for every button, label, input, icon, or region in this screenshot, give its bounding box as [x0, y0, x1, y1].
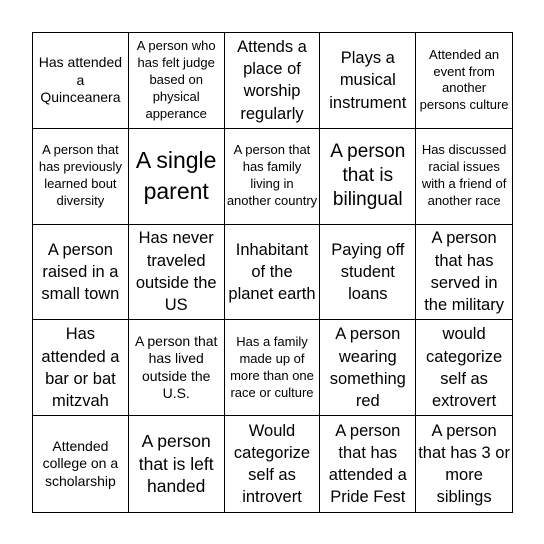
- bingo-cell-g3[interactable]: [320, 225, 416, 321]
- bingo-cell-o5[interactable]: [416, 416, 512, 512]
- bingo-cell-b5[interactable]: [33, 416, 129, 512]
- bingo-cell-o1[interactable]: [416, 33, 512, 129]
- cell-text: Attended an event from another persons culture: [419, 46, 509, 113]
- cell-text: A person that has attended a Pride Fest: [328, 421, 407, 507]
- bingo-cell-b1[interactable]: [33, 33, 129, 129]
- bingo-cell-g5[interactable]: [320, 416, 416, 512]
- cell-text: Plays a musical instrument: [329, 49, 407, 112]
- bingo-cell-o2[interactable]: [416, 129, 512, 225]
- cell-text: A person who has felt judge based on physical apperance: [136, 38, 216, 121]
- cell-text: A person that has previously learned bout diversity: [38, 142, 122, 209]
- cell-text: A person raised in a small town: [41, 240, 120, 304]
- bingo-cell-b2[interactable]: [33, 129, 129, 225]
- cell-text: Paying off student loans: [331, 240, 405, 304]
- cell-text: A person that has family living in another country: [226, 142, 318, 209]
- bingo-cell-i3[interactable]: [129, 225, 225, 321]
- cell-text: A person that is bilingual: [330, 140, 406, 211]
- cell-text: Has a family made up of more than one race or culture: [230, 334, 314, 400]
- bingo-board: [32, 32, 513, 513]
- cell-text: Has attended a Quinceanera: [38, 54, 123, 106]
- bingo-cell-o4[interactable]: [416, 320, 512, 416]
- cell-text: Has attended a bar or bat mitzvah: [41, 325, 120, 411]
- bingo-cell-i5[interactable]: [129, 416, 225, 512]
- bingo-cell-g1[interactable]: [320, 33, 416, 129]
- bingo-cell-n2[interactable]: [225, 129, 321, 225]
- bingo-cell-n4[interactable]: [225, 320, 321, 416]
- bingo-cell-n5[interactable]: [225, 416, 321, 512]
- cell-text: A person wearing something red: [329, 325, 406, 411]
- bingo-cell-o3[interactable]: [416, 225, 512, 321]
- bingo-cell-n1[interactable]: [225, 33, 321, 129]
- cell-text: would categorize self as extrovert: [426, 325, 503, 411]
- bingo-cell-i1[interactable]: [129, 33, 225, 129]
- bingo-cell-g2[interactable]: [320, 129, 416, 225]
- cell-text: Has discussed racial issues with a friend of another race: [421, 142, 507, 209]
- bingo-cell-b3[interactable]: [33, 225, 129, 321]
- cell-text: Inhabitant of the planet earth: [228, 240, 316, 304]
- cell-text: Attends a place of worship regularly: [237, 37, 307, 123]
- cell-text: A person that has 3 or more siblings: [418, 421, 510, 507]
- cell-text: A person that is left handed: [138, 430, 214, 497]
- bingo-cell-n3[interactable]: [225, 225, 321, 321]
- cell-text: Would categorize self as introvert: [233, 421, 311, 507]
- cell-text: A person that has lived outside the U.S.: [134, 332, 218, 402]
- cell-text: A single parent: [135, 147, 217, 205]
- cell-text: A person that has served in the military: [424, 229, 504, 315]
- cell-text: Has never traveled outside the US: [135, 229, 217, 315]
- bingo-cell-g4[interactable]: [320, 320, 416, 416]
- cell-text: Attended college on a scholarship: [42, 437, 119, 489]
- bingo-cell-i4[interactable]: [129, 320, 225, 416]
- bingo-cell-b4[interactable]: [33, 320, 129, 416]
- bingo-cell-i2[interactable]: [129, 129, 225, 225]
